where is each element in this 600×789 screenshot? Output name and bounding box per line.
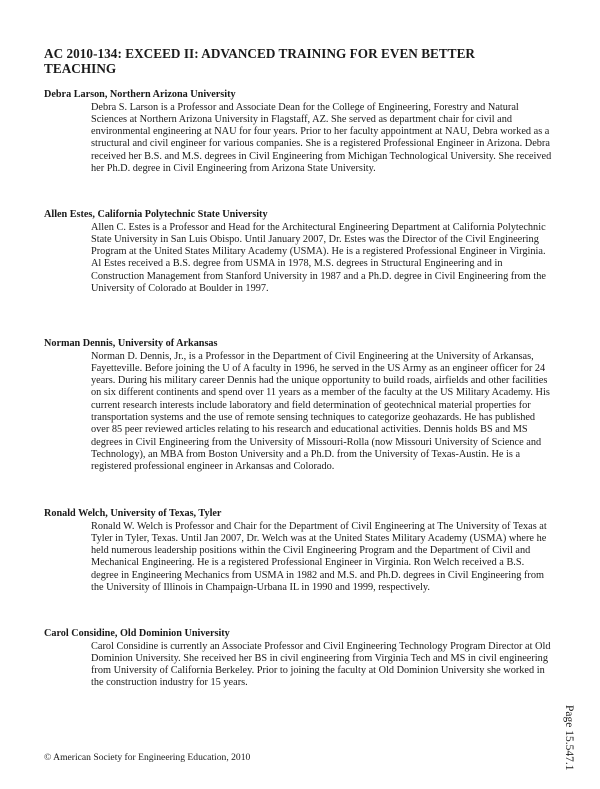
author-biography: Carol Considine is currently an Associate Professor and Civil Engineering Technology Program Director at Old Dominion University. She received her BS in civil engineering from Virginia Tech and MS in civil engineering from University of California Berkeley. Prior to joining the faculty at Old Dominion University she worked in the construction industry for 15 years. xyxy=(91,640,551,689)
page-title: AC 2010-134: EXCEED II: ADVANCED TRAINING FOR EVEN BETTER TEACHING xyxy=(44,46,476,76)
author-biography: Allen C. Estes is a Professor and Head for the Architectural Engineering Department at California Polytechnic State University in San Luis Obispo. Until January 2007, Dr. Estes was the Director of the Civil Engineering Program at the United States Military Academy (USMA). He is a registered Professional Engineer in Virginia. Al Estes received a B.S. degree from USMA in 1978, M.S. degrees in Structural Engineering and in Construction Management from Stanford University in 1987 and a Ph.D. degree in Civil Engineering from the University of Colorado at Boulder in 1997. xyxy=(91,221,546,295)
author-name: Debra Larson, Northern Arizona University xyxy=(44,89,236,100)
author-biography: Ronald W. Welch is Professor and Chair for the Department of Civil Engineering at The University of Texas at Tyler in Tyler, Texas. Until Jan 2007, Dr. Welch was at the United States Military Academy (USMA) where he held numerous leadership positions within the Civil Engineering Program and the Department of Civil and Mechanical Engineering. He is a registered Professional Engineer in Virginia. Ron Welch received a B.S. degree in Engineering Mechanics from USMA in 1982 and M.S. and Ph.D. degrees in Civil Engineering from the University of Illinois in Champaign-Urbana IL in 1990 and 1999, respectively. xyxy=(91,520,547,594)
author-biography: Debra S. Larson is a Professor and Associate Dean for the College of Engineering, Forestry and Natural Sciences at Northern Arizona University in Flagstaff, AZ. She served as department chair for civil and environmental engineering at NAU for four years. Prior to her faculty appointment at NAU, Debra worked as a structural and civil engineer for various companies. She is a registered Professional Engineer in Arizona. Debra received her B.S. and M.S. degrees in Civil Engineering from Michigan Technological University. She received her Ph.D. degree in Civil Engineering from Arizona State University. xyxy=(91,101,552,175)
author-name: Allen Estes, California Polytechnic State University xyxy=(44,209,268,220)
author-bio xyxy=(44,508,556,594)
author-name: Norman Dennis, University of Arkansas xyxy=(44,338,218,349)
page-number: Page 15.547.1 xyxy=(563,705,575,771)
author-bio xyxy=(44,338,556,474)
copyright-footer: © American Society for Engineering Education, 2010 xyxy=(44,752,251,763)
author-bio xyxy=(44,209,556,295)
author-name: Carol Considine, Old Dominion University xyxy=(44,628,230,639)
author-bio xyxy=(44,628,556,690)
author-bio xyxy=(44,89,556,175)
author-name: Ronald Welch, University of Texas, Tyler xyxy=(44,508,222,519)
author-biography: Norman D. Dennis, Jr., is a Professor in the Department of Civil Engineering at the University of Arkansas, Fayetteville. Before joining the U of A faculty in 1996, he served in the US Army as an engineer officer for 24 years. During his military career Dennis had the unique opportunity to build roads, airfields and other facilities on six different continents and spend over 11 years as a member of the faculty at the US Military Academy. His current research interests include laboratory and field determination of geotechnical material properties for transportation systems and the use of remote sensing techniques to categorize geohazards. He has published over 85 peer reviewed articles relating to his research and educational activities. Dennis holds BS and MS degrees in Civil Engineering from the University of Missouri-Rolla (now Missouri University of Science and Technology), an MBA from Boston University and a Ph.D. from the University of Texas-Austin. He is a registered professional engineer in Arkansas and Colorado. xyxy=(91,350,550,473)
